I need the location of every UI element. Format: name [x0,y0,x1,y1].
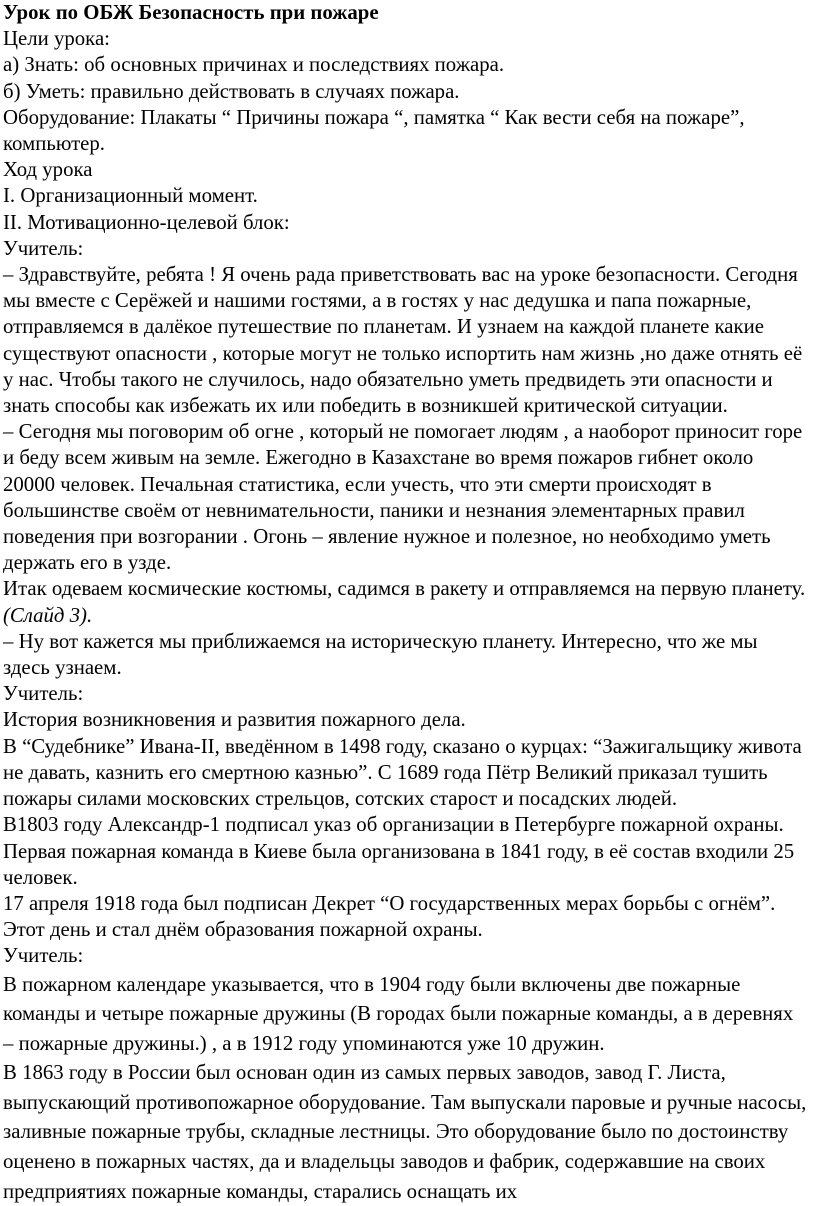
paragraph-sudebnik: В “Судебнике” Ивана-II, введённом в 1498 году, сказано о курцах: “Зажигальщику живота не давать, казнить его смертною казнью”. С 1689 года Пётр Великий приказал тушить пожары силами московских стрельцов, сотских старост и посадских людей. [3,734,802,811]
paragraph-rocket-text: Итак одеваем космические костюмы, садимся в ракету и отправляемся на первую планету. [3,577,806,601]
paragraph-lista-factory: В 1863 году в России был основан один из самых первых заводов, завод Г. Листа, выпускающий противопожарное оборудование. Там выпускали паровые и ручные насосы, заливные пожарные трубы, складные лестницы. Это оборудование было по достоинству оценено в пожарных частях, да и владельцы заводов и фабрик, содержавшие на своих предприятиях пожарные команды, старались оснащать их [3,1061,807,1203]
course-heading: Ход урока [3,158,93,182]
paragraph-fire-calendar: В пожарном календаре указывается, что в 1904 году были включены две пожарные команды и четыре пожарные дружины (В городах были пожарные команды, а в деревнях – пожарные дружины.) , а в 1912 году упоминаются уже 10 дружин. [3,972,794,1055]
stage-organizational: I. Организационный момент. [3,184,258,208]
teacher-label: Учитель: [3,944,84,968]
paragraph-rocket [3,576,808,628]
stage-motivational: II. Мотивационно-целевой блок: [3,210,290,234]
paragraph-history-planet: – Ну вот кажется мы приближаемся на историческую планету. Интересно, что же мы здесь узнаем. [3,629,758,680]
paragraph-1918-decree: 17 апреля 1918 года был подписан Декрет “О государственных мерах борьбы с огнём”. Этот день и стал днём образования пожарной охраны. [3,891,776,942]
goals-heading: Цели урока: [3,27,110,51]
goal-know: а) Знать: об основных причинах и последствиях пожара. [3,53,505,77]
teacher-label: Учитель: [3,236,84,260]
slide-reference: (Слайд 3). [3,603,93,627]
paragraph-greeting: – Здравствуйте, ребята ! Я очень рада приветствовать вас на уроке безопасности. Сегодня мы вместе с Серёжей и нашими гостями, а в гостях у нас дедушка и папа пожарные, отправляемся в далёкое путешествие по планетам. И узнаем на каждой планете какие существуют опасности , которые могут не только испортить нам жизнь ,но даже отнять её у нас. Чтобы такого не случилось, надо обязательно уметь предвидеть эти опасности и знать способы как избежать их или победить в возникшей критической ситуации. [3,263,803,418]
document-title: Урок по ОБЖ Безопасность при пожаре [3,1,379,24]
history-heading: История возникновения и развития пожарного дела. [3,708,466,732]
teacher-label: Учитель: [3,682,84,706]
equipment-paragraph: Оборудование: Плакаты “ Причины пожара “, памятка “ Как вести себя на пожаре”, компьютер. [3,105,745,156]
goal-skill: б) Уметь: правильно действовать в случаях пожара. [3,79,460,103]
paragraph-fire-intro: – Сегодня мы поговорим об огне , который не помогает людям , а наоборот приносит горе и беду всем живым на земле. Ежегодно в Казахстане во время пожаров гибнет около 20000 человек. Печальная статистика, если учесть, что эти смерти происходят в большинстве своём от невнимательности, паники и незнания элементарных правил поведения при возгорании . Огонь – явление нужное и полезное, но необходимо уметь держать его в узде. [3,420,803,575]
paragraph-1803: В1803 году Александр-1 подписал указ об организации в Петербурге пожарной охраны. Первая пожарная команда в Киеве была организована в 1841 году, в её состав входили 25 человек. [3,813,795,889]
